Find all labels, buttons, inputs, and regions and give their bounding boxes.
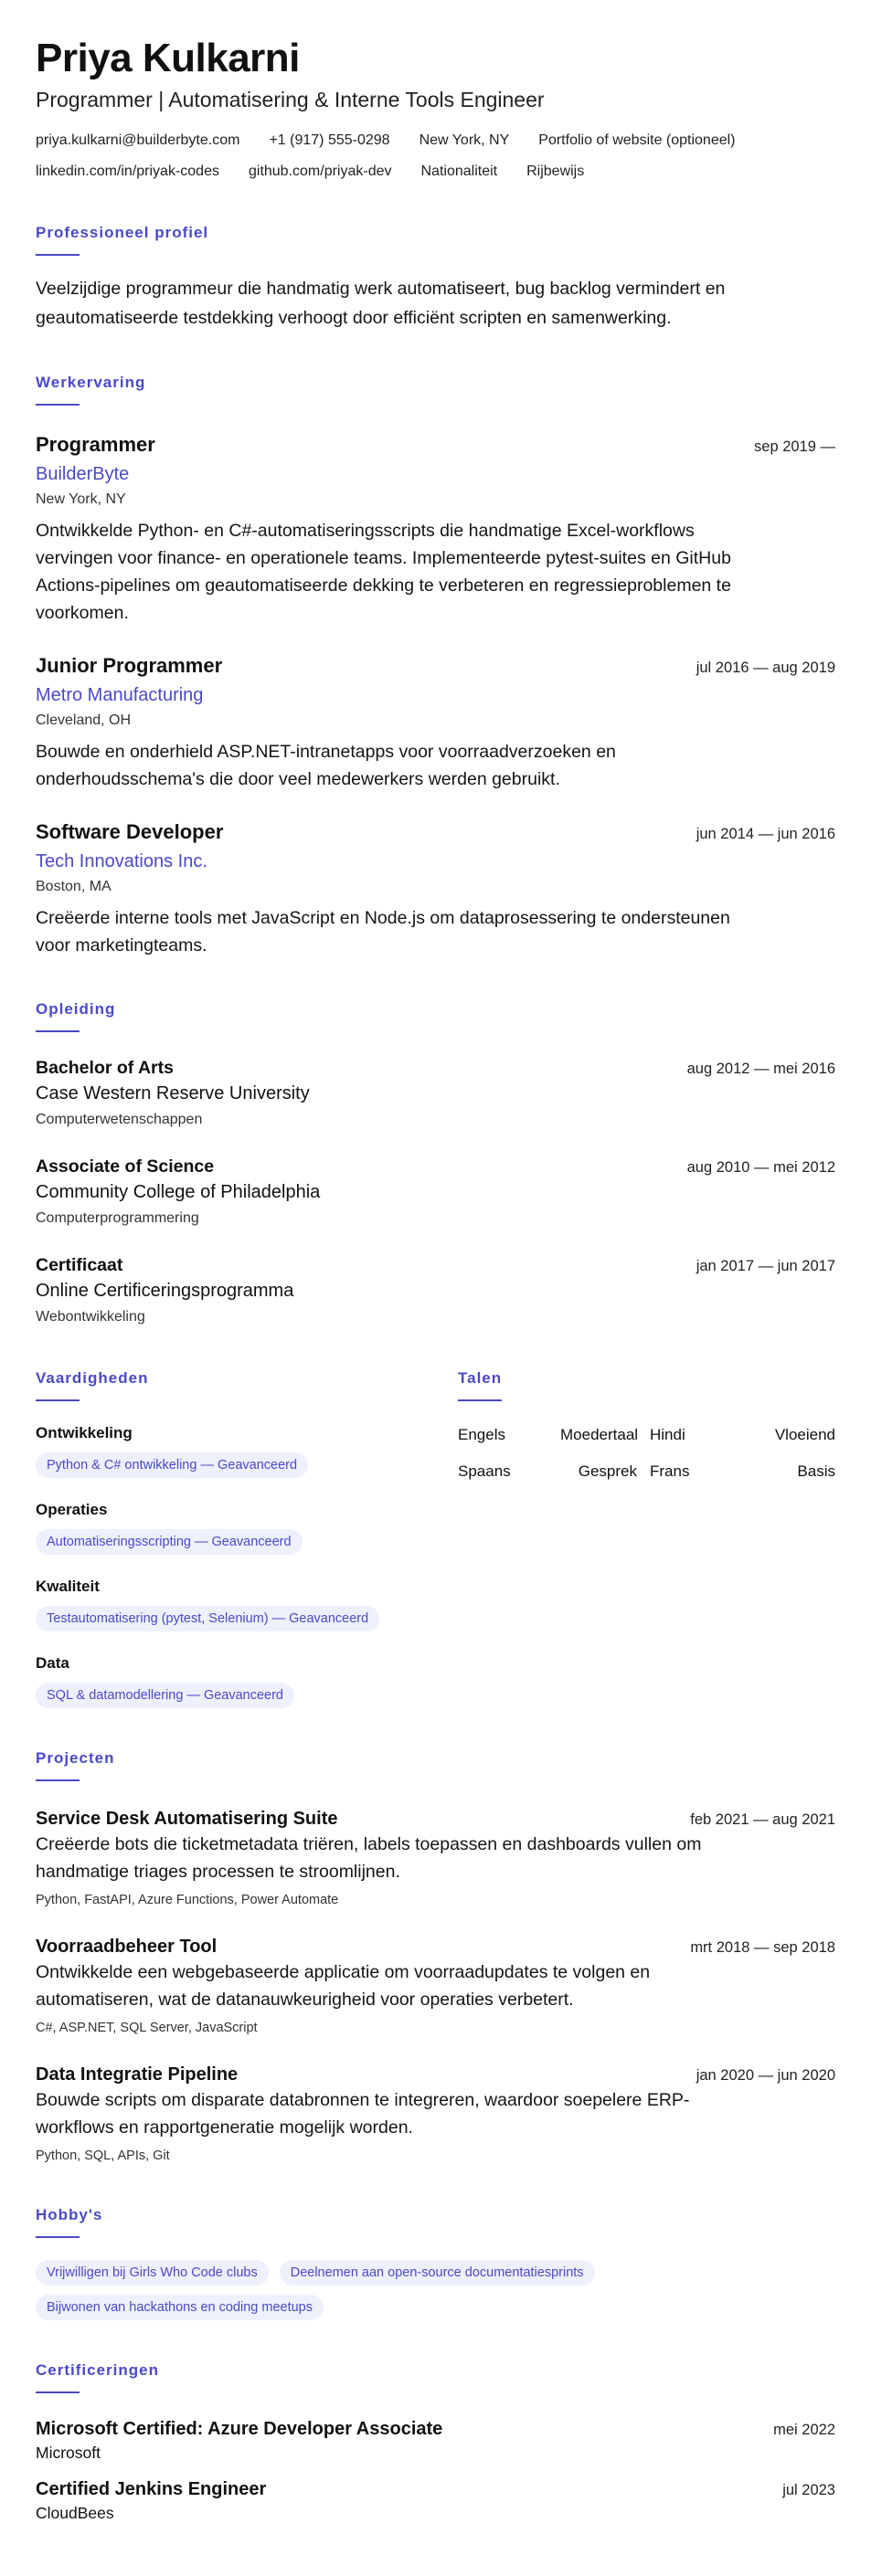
project-date: mrt 2018 — sep 2018 — [690, 1939, 835, 1956]
language-level: Gesprek — [578, 1462, 637, 1480]
skill-pill: Python & C# ontwikkeling — Geavanceerd — [36, 1452, 308, 1478]
education-entry — [36, 1155, 835, 1230]
education-date: aug 2012 — mei 2016 — [686, 1061, 835, 1077]
language-name: Hindi — [650, 1426, 685, 1443]
section-title: Hobby's — [36, 2206, 103, 2223]
job-entry — [36, 431, 835, 627]
skill-group — [36, 1577, 458, 1631]
skill-group — [36, 1423, 458, 1478]
skill-category: Data — [36, 1654, 69, 1672]
certification-date: jul 2023 — [782, 2482, 835, 2498]
certifications-section — [36, 2360, 835, 2525]
section-divider — [36, 1030, 80, 1032]
language-level: Basis — [797, 1462, 835, 1480]
job-date: jul 2016 — aug 2019 — [696, 660, 835, 676]
education-field: Webontwikkeling — [36, 1309, 145, 1325]
contact-drivers-license: Rijbewijs — [526, 164, 585, 179]
hobby-pill: Deelnemen aan open-source documentatiesprints — [280, 2260, 595, 2286]
skill-group — [36, 1500, 458, 1555]
job-title: Junior Programmer — [36, 654, 223, 677]
contact-location: New York, NY — [419, 132, 510, 148]
education-degree: Certificaat — [36, 1255, 123, 1275]
section-divider — [36, 1779, 80, 1781]
section-divider — [458, 1399, 502, 1401]
language-level: Moedertaal — [560, 1426, 639, 1443]
section-title: Professioneel profiel — [36, 224, 209, 241]
certification-title: Certified Jenkins Engineer — [36, 2479, 267, 2499]
contact-list — [36, 130, 831, 183]
job-date: sep 2019 — — [754, 438, 835, 455]
certification-issuer: CloudBees — [36, 2504, 114, 2522]
education-school: Online Certificeringsprogramma — [36, 1281, 294, 1301]
contact-github[interactable]: github.com/priyak-dev — [248, 164, 392, 179]
job-location: New York, NY — [36, 491, 126, 507]
certification-issuer: Microsoft — [36, 2444, 101, 2462]
skill-category: Operaties — [36, 1501, 108, 1518]
project-description: Bouwde scripts om disparate databronnen te integreren, waardoor soepelere ERP-workflows en rapportgeneratie mogelijk worden. — [36, 2090, 690, 2138]
education-date: aug 2010 — mei 2012 — [686, 1159, 835, 1176]
education-degree: Bachelor of Arts — [36, 1058, 174, 1078]
skill-category: Kwaliteit — [36, 1578, 100, 1595]
skill-category: Ontwikkeling — [36, 1424, 133, 1441]
section-title: Talen — [458, 1369, 503, 1387]
profile-summary: Veelzijdige programmeur die handmatig werk automatiseert, bug backlog vermindert en geautomatiseerde testdekking verhoogt door efficiënt scripten en samenwerking. — [36, 279, 726, 328]
education-section — [36, 999, 835, 1328]
section-divider — [36, 254, 80, 256]
project-tech: Python, FastAPI, Azure Functions, Power Automate — [36, 1893, 339, 1907]
candidate-name: Priya Kulkarni — [36, 36, 300, 80]
project-date: jan 2020 — jun 2020 — [696, 2067, 835, 2084]
education-school: Community College of Philadelphia — [36, 1182, 321, 1202]
project-title: Data Integratie Pipeline — [36, 2064, 239, 2085]
language-name: Spaans — [458, 1462, 511, 1480]
section-divider — [36, 404, 80, 406]
project-description: Ontwikkelde een webgebaseerde applicatie om voorraadupdates te volgen en automatiseren, wat de datanauwkeurigheid voor operaties verbetert. — [36, 1962, 651, 2010]
certification-entry — [36, 2417, 835, 2465]
section-divider — [36, 1399, 80, 1401]
skill-pill: Automatiseringsscripting — Geavanceerd — [36, 1529, 303, 1555]
contact-nationality: Nationaliteit — [420, 164, 498, 179]
job-date: jun 2014 — jun 2016 — [696, 826, 835, 842]
section-title: Vaardigheden — [36, 1369, 149, 1387]
education-field: Computerwetenschappen — [36, 1112, 203, 1127]
headline: Programmer | Automatisering & Interne Tools Engineer — [36, 88, 545, 111]
project-tech: C#, ASP.NET, SQL Server, JavaScript — [36, 2021, 258, 2035]
hobby-pill: Vrijwilligen bij Girls Who Code clubs — [36, 2260, 269, 2286]
experience-section — [36, 373, 835, 959]
job-location: Boston, MA — [36, 879, 112, 894]
project-description: Creëerde bots die ticketmetadata triëren, labels toepassen en dashboards vullen om handmatige triages processen te stroomlijnen. — [36, 1834, 702, 1882]
hobby-list — [36, 2260, 730, 2320]
section-title: Opleiding — [36, 1000, 116, 1018]
education-field: Computerprogrammering — [36, 1210, 199, 1226]
job-company: Metro Manufacturing — [36, 685, 204, 705]
job-description: Creëerde interne tools met JavaScript en Node.js om dataprosessering te ondersteunen voor marketingteams. — [36, 908, 730, 955]
certification-title: Microsoft Certified: Azure Developer Associate — [36, 2419, 443, 2439]
hobbies-section — [36, 2205, 835, 2320]
project-title: Voorraadbeheer Tool — [36, 1937, 218, 1957]
project-entry — [36, 1935, 835, 2037]
languages-section — [458, 1368, 835, 1708]
hobby-pill: Bijwonen van hackathons en coding meetups — [36, 2295, 324, 2320]
skill-group — [36, 1653, 458, 1708]
certification-date: mei 2022 — [773, 2422, 835, 2438]
language-name: Engels — [458, 1426, 505, 1443]
education-entry — [36, 1253, 835, 1328]
contact-email[interactable]: priya.kulkarni@builderbyte.com — [36, 132, 240, 148]
job-title: Programmer — [36, 433, 155, 456]
skills-section — [36, 1368, 458, 1708]
job-entry — [36, 818, 835, 959]
language-level: Vloeiend — [774, 1426, 835, 1443]
project-entry — [36, 2063, 835, 2165]
section-divider — [36, 2236, 80, 2238]
job-title: Software Developer — [36, 820, 224, 843]
contact-linkedin[interactable]: linkedin.com/in/priyak-codes — [36, 164, 219, 179]
education-degree: Associate of Science — [36, 1156, 215, 1177]
section-title: Certificeringen — [36, 2361, 159, 2379]
resume-header — [36, 35, 835, 183]
section-title: Projecten — [36, 1749, 115, 1767]
education-school: Case Western Reserve University — [36, 1083, 310, 1103]
job-company: BuilderByte — [36, 464, 130, 484]
education-date: jan 2017 — jun 2017 — [696, 1258, 835, 1274]
skill-pill: Testautomatisering (pytest, Selenium) — Geavanceerd — [36, 1606, 379, 1631]
skill-pill: SQL & datamodellering — Geavanceerd — [36, 1683, 294, 1708]
job-location: Cleveland, OH — [36, 713, 132, 728]
certification-entry — [36, 2477, 835, 2525]
job-description: Ontwikkelde Python- en C#-automatiseringsscripts die handmatige Excel-workflows vervingen voor finance- en operationele teams. Implementeerde pytest-suites en GitHub Actions-pipelines om geautomatiseerde dekking te verbeteren en regressieproblemen te voorkomen. — [36, 521, 731, 623]
language-name: Frans — [650, 1462, 690, 1480]
contact-portfolio[interactable]: Portfolio of website (optioneel) — [538, 132, 736, 148]
project-title: Service Desk Automatisering Suite — [36, 1809, 338, 1829]
contact-phone[interactable]: +1 (917) 555-0298 — [269, 132, 390, 148]
project-entry — [36, 1807, 835, 1909]
projects-section — [36, 1748, 835, 2165]
project-tech: Python, SQL, APIs, Git — [36, 2148, 170, 2163]
section-divider — [36, 2391, 80, 2393]
education-entry — [36, 1056, 835, 1131]
job-entry — [36, 652, 835, 793]
job-company: Tech Innovations Inc. — [36, 851, 207, 871]
section-title: Werkervaring — [36, 374, 146, 391]
job-description: Bouwde en onderhield ASP.NET-intranetapps voor voorraadverzoeken en onderhoudsschema's die door veel medewerkers werden gebruikt. — [36, 742, 616, 789]
skills-languages-row — [36, 1368, 835, 1708]
language-list — [458, 1425, 835, 1482]
project-date: feb 2021 — aug 2021 — [690, 1811, 835, 1828]
profile-section — [36, 223, 835, 333]
